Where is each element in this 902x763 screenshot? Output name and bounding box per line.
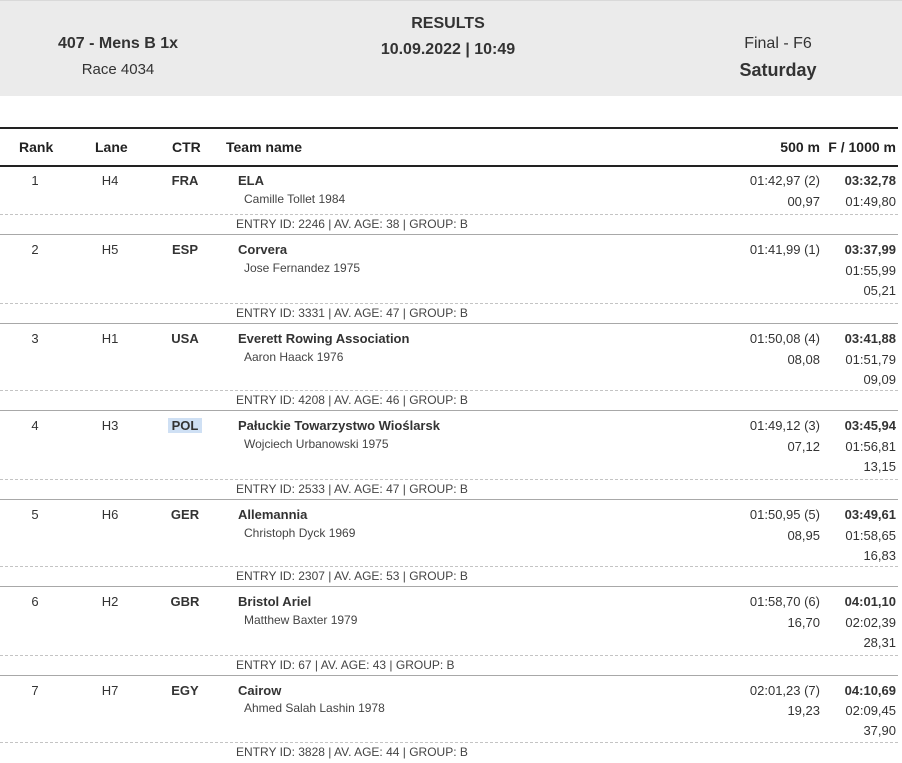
entry-info <box>0 566 898 587</box>
lane-cell: H4 <box>101 173 119 188</box>
final-split: 01:49,80 <box>845 194 896 209</box>
country-cell-selected: POL <box>168 418 202 433</box>
results-header <box>0 0 902 96</box>
final-split: 01:55,99 <box>845 263 896 278</box>
table-row <box>0 324 898 411</box>
table-row <box>0 411 898 500</box>
table-row <box>0 500 898 587</box>
rower-name: Ahmed Salah Lashin 1978 <box>244 701 385 715</box>
country-cell: FRA <box>171 173 199 188</box>
race-day: Saturday <box>739 60 817 80</box>
final-time: 03:41,88 <box>844 331 896 346</box>
rower-name: Christoph Dyck 1969 <box>244 526 356 540</box>
entry-info <box>0 390 898 411</box>
entry-info-text: ENTRY ID: 2246 | AV. AGE: 38 | GROUP: B <box>236 217 468 231</box>
final-split: 02:02,39 <box>845 615 896 630</box>
entry-info <box>0 655 898 676</box>
page-title: RESULTS <box>411 15 485 32</box>
final-diff: 28,31 <box>863 635 896 650</box>
team-name: Corvera <box>238 242 288 257</box>
split-500m-diff: 07,12 <box>787 439 820 454</box>
entry-info-text: ENTRY ID: 67 | AV. AGE: 43 | GROUP: B <box>236 658 455 672</box>
table-row <box>0 166 898 235</box>
split-500m: 01:50,08 (4) <box>749 331 820 346</box>
split-500m-diff: 19,23 <box>787 703 820 718</box>
rower-name: Wojciech Urbanowski 1975 <box>244 437 389 451</box>
race-datetime: 10.09.2022 | 10:49 <box>380 41 516 58</box>
table-header <box>0 127 898 167</box>
entry-info-text: ENTRY ID: 2533 | AV. AGE: 47 | GROUP: B <box>236 482 468 496</box>
rower-name: Matthew Baxter 1979 <box>244 613 358 627</box>
team-name: Allemannia <box>238 507 308 522</box>
lane-cell: H7 <box>101 683 119 698</box>
split-500m: 01:41,99 (1) <box>749 242 820 257</box>
split-500m: 02:01,23 (7) <box>749 683 820 698</box>
col-final-1000m: F / 1000 m <box>828 139 896 155</box>
rower-name: Camille Tollet 1984 <box>244 192 346 206</box>
team-name: Everett Rowing Association <box>238 331 410 346</box>
split-500m: 01:49,12 (3) <box>749 418 820 433</box>
lane-cell: H2 <box>101 594 119 609</box>
final-split: 01:56,81 <box>845 439 896 454</box>
rower-name: Aaron Haack 1976 <box>244 350 344 364</box>
rank-cell: 5 <box>31 507 39 522</box>
entry-info-text: ENTRY ID: 2307 | AV. AGE: 53 | GROUP: B <box>236 569 468 583</box>
rank-cell: 7 <box>31 683 39 698</box>
final-split: 01:58,65 <box>845 528 896 543</box>
final-diff: 05,21 <box>863 283 896 298</box>
final-time: 04:01,10 <box>844 594 896 609</box>
team-name: ELA <box>238 173 264 188</box>
rank-cell: 3 <box>31 331 39 346</box>
final-time: 03:49,61 <box>844 507 896 522</box>
lane-cell: H1 <box>101 331 119 346</box>
final-split: 02:09,45 <box>845 703 896 718</box>
table-row <box>0 676 898 763</box>
final-diff: 09,09 <box>863 372 896 387</box>
entry-info <box>0 214 898 235</box>
split-500m-diff: 08,08 <box>787 352 820 367</box>
country-cell: GBR <box>170 594 200 609</box>
country-cell: USA <box>171 331 199 346</box>
table-row <box>0 587 898 676</box>
rank-cell: 6 <box>31 594 39 609</box>
col-ctr: CTR <box>172 139 201 155</box>
final-time: 03:32,78 <box>844 173 896 188</box>
entry-info-text: ENTRY ID: 3828 | AV. AGE: 44 | GROUP: B <box>236 745 468 759</box>
entry-info-text: ENTRY ID: 4208 | AV. AGE: 46 | GROUP: B <box>236 393 468 407</box>
race-number: Race 4034 <box>81 61 155 78</box>
team-name: Cairow <box>238 683 282 698</box>
col-500m: 500 m <box>780 139 820 155</box>
split-500m-diff: 08,95 <box>787 528 820 543</box>
entry-info <box>0 479 898 500</box>
country-cell: EGY <box>171 683 199 698</box>
event-name: 407 - Mens B 1x <box>57 35 179 52</box>
split-500m-diff: 16,70 <box>787 615 820 630</box>
entry-info <box>0 742 898 763</box>
rower-name: Jose Fernandez 1975 <box>244 261 361 275</box>
final-diff: 37,90 <box>863 723 896 738</box>
team-name: Pałuckie Towarzystwo Wioślarsk <box>238 418 440 433</box>
country-cell: GER <box>170 507 200 522</box>
final-time: 03:45,94 <box>844 418 896 433</box>
team-name: Bristol Ariel <box>238 594 312 609</box>
rank-cell: 1 <box>31 173 39 188</box>
table-row <box>0 235 898 324</box>
rank-cell: 4 <box>31 418 39 433</box>
final-time: 03:37,99 <box>844 242 896 257</box>
split-500m: 01:58,70 (6) <box>749 594 820 609</box>
rank-cell: 2 <box>31 242 39 257</box>
split-500m-diff: 00,97 <box>787 194 820 209</box>
lane-cell: H3 <box>101 418 119 433</box>
lane-cell: H6 <box>101 507 119 522</box>
col-rank: Rank <box>19 139 54 155</box>
final-label: Final - F6 <box>744 35 812 52</box>
lane-cell: H5 <box>101 242 119 257</box>
split-500m: 01:42,97 (2) <box>749 173 820 188</box>
entry-info-text: ENTRY ID: 3331 | AV. AGE: 47 | GROUP: B <box>236 306 468 320</box>
final-diff: 16,83 <box>863 548 896 563</box>
final-split: 01:51,79 <box>845 352 896 367</box>
col-lane: Lane <box>95 139 128 155</box>
country-cell: ESP <box>171 242 198 257</box>
col-team-name: Team name <box>226 139 302 155</box>
final-time: 04:10,69 <box>844 683 896 698</box>
entry-info <box>0 303 898 324</box>
split-500m: 01:50,95 (5) <box>749 507 820 522</box>
final-diff: 13,15 <box>863 459 896 474</box>
